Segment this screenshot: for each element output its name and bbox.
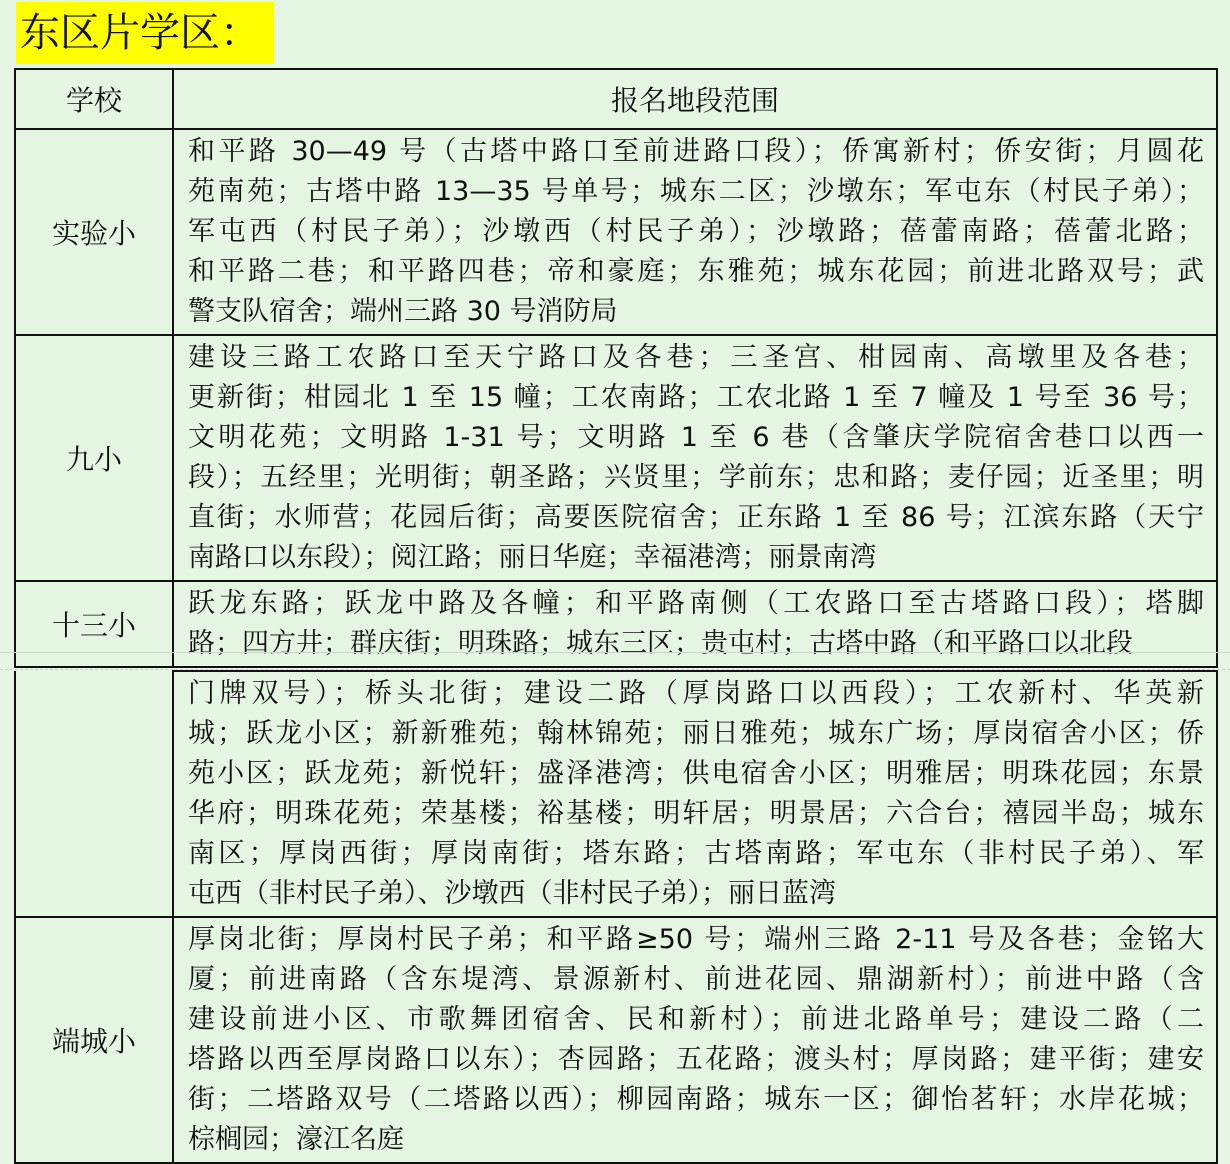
range-line: 厦；前进南路（含东堤湾、景源新村、前进花园、鼎湖新村）；前进中路（含	[188, 964, 1204, 995]
school-name: 实验小	[15, 129, 173, 335]
range-line: 建设三路工农路口至天宁路口及各巷；三圣宫、柑园南、高墩里及各巷；	[188, 342, 1204, 373]
enrollment-range	[173, 671, 1217, 917]
range-line: 警支队宿舍；端州三路 30 号消防局	[188, 296, 618, 327]
range-line: 和平路 30—49 号（古塔中路口至前进路口段）；侨寓新村；侨安街；月圆花	[188, 136, 1204, 167]
enrollment-range	[173, 129, 1217, 335]
school-name: 九小	[15, 335, 173, 581]
range-line: 军屯西（村民子弟）；沙墩西（村民子弟）；沙墩路；蓓蕾南路；蓓蕾北路；	[188, 216, 1204, 247]
enrollment-range	[173, 335, 1217, 581]
header-range: 报名地段范围	[173, 69, 1217, 129]
range-line: 城；跃龙小区；新新雅苑；翰林锦苑；丽日雅苑；城东广场；厚岗宿舍小区；侨	[188, 718, 1204, 749]
range-line: 路；四方井；群庆街；明珠路；城东三区；贵屯村；古塔中路（和平路口以北段	[188, 628, 1133, 659]
table-row	[15, 335, 1217, 581]
range-line: 厚岗北街；厚岗村民子弟；和平路≥50 号；端州三路 2-11 号及各巷；金铭大	[188, 924, 1204, 955]
school-name: 端城小	[15, 917, 173, 1163]
range-line: 华府；明珠花苑；荣基楼；裕基楼；明轩居；明景居；六合台；禧园半岛；城东	[188, 798, 1204, 829]
range-line: 南路口以东段）；阅江路；丽日华庭；幸福港湾；丽景南湾	[188, 542, 877, 573]
range-line: 段）；五经里；光明街；朝圣路；兴贤里；学前东；忠和路；麦仔园；近圣里；明	[188, 462, 1204, 493]
page-break	[0, 652, 1230, 670]
range-line: 直街；水师营；花园后街；高要医院宿舍；正东路 1 至 86 号；江滨东路（天宁	[188, 502, 1204, 533]
enrollment-range	[173, 917, 1217, 1163]
table-row	[15, 917, 1217, 1163]
header-school: 学校	[15, 69, 173, 129]
range-line: 苑南苑；古塔中路 13—35 号单号；城东二区；沙墩东；军屯东（村民子弟）；	[188, 176, 1204, 207]
school-name: 十三小	[15, 581, 173, 667]
range-line: 南区；厚岗西街；厚岗南街；塔东路；古塔南路；军屯东（非村民子弟）、军	[188, 838, 1204, 869]
enrollment-table-part2	[14, 670, 1218, 1164]
range-line: 塔路以西至厚岗路口以东）；杏园路；五花路；渡头村；厚岗路；建平街；建安	[188, 1044, 1204, 1075]
range-line: 建设前进小区、市歌舞团宿舍、民和新村）；前进北路单号；建设二路（二	[188, 1004, 1204, 1035]
table-row	[15, 129, 1217, 335]
school-name	[15, 671, 173, 917]
range-line: 更新街；柑园北 1 至 15 幢；工农南路；工农北路 1 至 7 幢及 1 号至 36 号；	[188, 382, 1204, 413]
table-row	[15, 671, 1217, 917]
range-line: 和平路二巷；和平路四巷；帝和豪庭；东雅苑；城东花园；前进北路双号；武	[188, 256, 1204, 287]
range-line: 门牌双号）；桥头北街；建设二路（厚岗路口以西段）；工农新村、华英新	[188, 678, 1204, 709]
range-line: 街；二塔路双号（二塔路以西）；柳园南路；城东一区；御怡茗轩；水岸花城；	[188, 1084, 1204, 1115]
range-line: 屯西（非村民子弟）、沙墩西（非村民子弟）；丽日蓝湾	[188, 878, 836, 909]
table-header-row	[15, 69, 1217, 129]
enrollment-table-part1	[14, 68, 1218, 668]
range-line: 棕榈园；濠江名庭	[188, 1124, 404, 1155]
range-line: 苑小区；跃龙苑；新悦轩；盛泽港湾；供电宿舍小区；明雅居；明珠花园；东景	[188, 758, 1204, 789]
range-line: 文明花苑；文明路 1-31 号；文明路 1 至 6 巷（含肇庆学院宿舍巷口以西一	[188, 422, 1204, 453]
section-title: 东区片学区：	[16, 2, 274, 64]
range-line: 跃龙东路；跃龙中路及各幢；和平路南侧（工农路口至古塔路口段）；塔脚	[188, 588, 1204, 619]
